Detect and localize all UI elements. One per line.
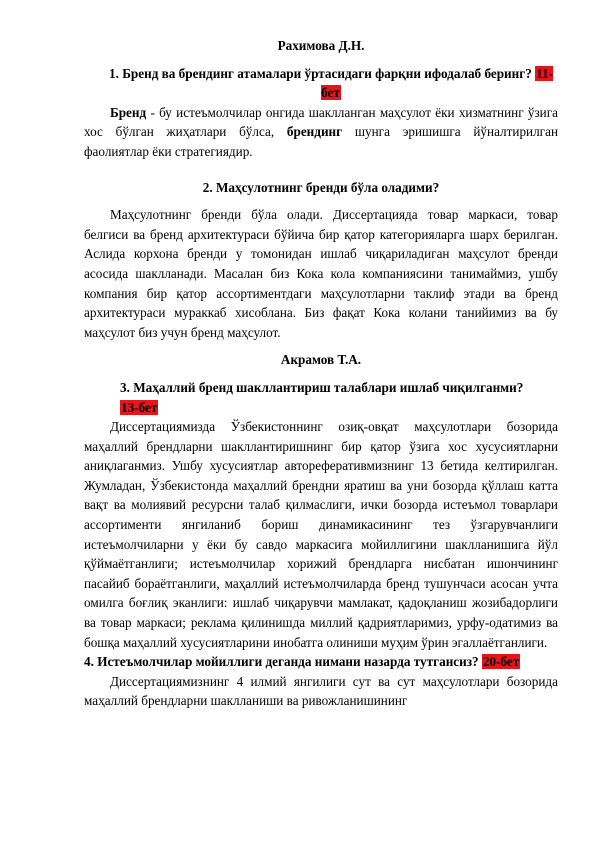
page-ref-highlight: 13-бет bbox=[121, 399, 158, 415]
spacer bbox=[84, 162, 558, 178]
spacer bbox=[84, 342, 558, 350]
question-1 bbox=[84, 64, 558, 103]
spacer bbox=[84, 56, 558, 64]
answer-2-paragraph: Маҳсулотнинг бренди бўла олади. Диссертацияда товар маркаси, товар белгиси ва бренд архитектураси бўйича бир қатор категорияларга шарх берилган. Аслида корхона бренди у томонидан ишлаб чиқариладиган маҳсулот бренди асосида шаклланади. Масалан биз Кока кола компаниясини танимаймиз, ушбу компания бир қатор ассортиментдаги маҳсулотларни таклиф этади ва бренд архитектураси мураккаб хисобланa. Биз фақат Кока колани танийимиз ва бу маҳсулот биз учун бренд маҳсулот. bbox=[84, 207, 558, 340]
page-ref-highlight: 20-бет bbox=[482, 654, 520, 670]
page-ref-highlight: 11-бет bbox=[321, 65, 553, 101]
author-akramov: Акрамов Т.А. bbox=[280, 352, 362, 368]
answer-3-paragraph: Диссертациямизда Ўзбекистоннинг озиқ-овқат маҳсулотлари бозорида маҳаллий брендларни шакллантиришнинг бир қатор ўзига хос хусусиятларни аниқлаганмиз. Ушбу хусусиятлар автореферативмизнинг 13 бетида келтирилган. Жумладан, Ўзбекистонда маҳаллий брендни яратиш ва уни бозорда қўллаш катта вақт ва молиявий ресурсни талаб қилмаслиги, ички бозорда истеъмол товарлари ассортименти янгиланиб бориш динамикасининг тез ўзгарувчанлиги истеъмолчиларни у ёки бу савдо маркасига мойиллигини шаклланишига йўл қўймаётганлиги; истеъмолчилар хорижий брендларга нисбатан ишончининг пасайиб бораётганлиги, маҳаллий истеъмолчиларда бренд тушунчаси асосан учта омилга боғлиқ эканлиги: ишлаб чиқарувчи мамлакат, қадоқланиш жозибадорлиги ва товар маркаси; реклама қилинишда миллий қадриятларимиз, урфу-одатимиз ва бошқа маҳаллий хусусиятларини инобатга олиниши муҳим ўрин эгаллаётганлиги. bbox=[84, 419, 558, 650]
term-brand: Бренд bbox=[110, 104, 147, 120]
answer-1-text-b: шунга эришишга йўналтирилган фаолиятлар ёки стратегиядир. bbox=[84, 124, 559, 159]
question-3-title: 3. Маҳаллий бренд шакллантириш талаблари ишлаб чиқилганми? bbox=[120, 379, 524, 395]
question-1-title: 1. Бренд ва брендинг атамалари ўртасидаги фарқни ифодалаб беринг? bbox=[109, 65, 532, 81]
document-page bbox=[84, 36, 558, 711]
spacer bbox=[84, 197, 558, 205]
answer-1-paragraph bbox=[84, 103, 558, 162]
author-rakhimova: Рахимова Д.Н. bbox=[277, 38, 365, 53]
answer-1-text-a: - бу истеъмолчилар онгида шаклланган маҳсулот ёки хизматнинг ўзига хос бўлган жиҳатлари бўлса, bbox=[84, 104, 558, 140]
question-2-title: 2. Маҳсулотнинг бренди бўла оладими? bbox=[202, 179, 440, 195]
spacer bbox=[84, 370, 558, 378]
question-3 bbox=[84, 378, 558, 417]
term-branding: брендинг bbox=[286, 124, 343, 140]
question-4 bbox=[84, 652, 558, 672]
answer-4-paragraph: Диссертациямизнинг 4 илмий янгилиги сут ва сут маҳсулотлари бозорида маҳаллий брендларни шаклланиши ва ривожланишининг bbox=[84, 673, 558, 709]
question-4-title: 4. Истеъмолчилар мойиллиги деганда нимани назарда тутгансиз? bbox=[84, 654, 479, 670]
